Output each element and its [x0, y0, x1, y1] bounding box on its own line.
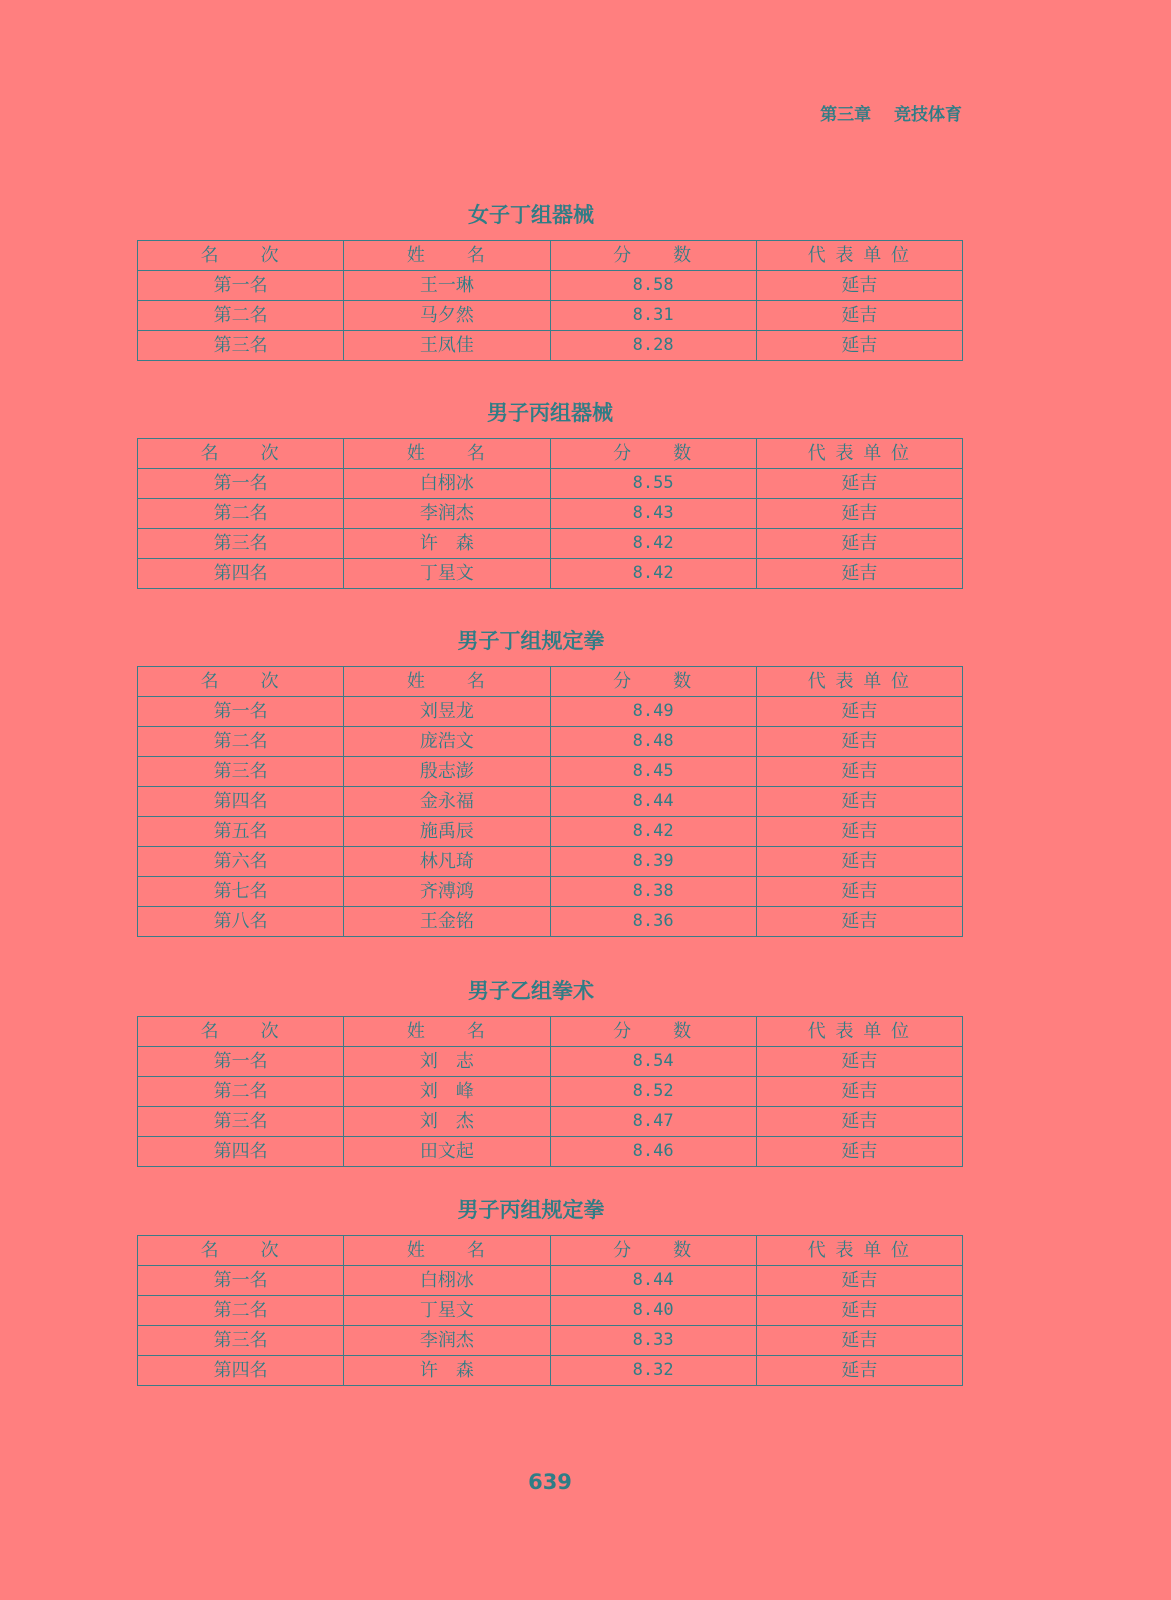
- score-cell: 8.43: [550, 499, 756, 529]
- table-header-row: [138, 667, 963, 697]
- running-head: [820, 100, 962, 125]
- chapter-section-label: 竞技体育: [894, 105, 962, 125]
- column-header: 分 数: [550, 667, 756, 697]
- score-cell: 8.38: [550, 877, 756, 907]
- athlete-name-cell: 林凡琦: [344, 847, 550, 877]
- unit-cell: 延吉: [756, 271, 962, 301]
- column-header: 名 次: [138, 1017, 344, 1047]
- score-cell: 8.31: [550, 301, 756, 331]
- table-header-row: [138, 241, 963, 271]
- unit-cell: 延吉: [756, 301, 962, 331]
- table-row: [138, 469, 963, 499]
- column-header: 名 次: [138, 241, 344, 271]
- column-header: 姓 名: [344, 1017, 550, 1047]
- athlete-name-cell: 王凤佳: [344, 331, 550, 361]
- score-cell: 8.48: [550, 727, 756, 757]
- athlete-name-cell: 金永福: [344, 787, 550, 817]
- rank-cell: 第三名: [138, 1107, 344, 1137]
- table-row: [138, 727, 963, 757]
- athlete-name-cell: 刘昱龙: [344, 697, 550, 727]
- athlete-name-cell: 刘 杰: [344, 1107, 550, 1137]
- athlete-name-cell: 马夕然: [344, 301, 550, 331]
- results-table: [137, 240, 963, 361]
- rank-cell: 第二名: [138, 301, 344, 331]
- table-header-row: [138, 1236, 963, 1266]
- rank-cell: 第三名: [138, 1326, 344, 1356]
- column-header: 代 表 单 位: [756, 1017, 962, 1047]
- rank-cell: 第五名: [138, 817, 344, 847]
- unit-cell: 延吉: [756, 697, 962, 727]
- column-header: 名 次: [138, 1236, 344, 1266]
- results-table: [137, 666, 963, 937]
- unit-cell: 延吉: [756, 817, 962, 847]
- column-header: 分 数: [550, 241, 756, 271]
- column-header: 代 表 单 位: [756, 439, 962, 469]
- column-header: 分 数: [550, 439, 756, 469]
- result-section: [137, 1195, 963, 1386]
- athlete-name-cell: 许 森: [344, 529, 550, 559]
- section-title: 男子丁组规定拳: [457, 629, 605, 653]
- rank-cell: 第一名: [138, 1266, 344, 1296]
- results-table: [137, 1235, 963, 1386]
- result-section: [137, 398, 963, 589]
- athlete-name-cell: 王金铭: [344, 907, 550, 937]
- table-row: [138, 301, 963, 331]
- score-cell: 8.40: [550, 1296, 756, 1326]
- rank-cell: 第三名: [138, 529, 344, 559]
- athlete-name-cell: 刘 峰: [344, 1077, 550, 1107]
- column-header: 姓 名: [344, 667, 550, 697]
- score-cell: 8.44: [550, 787, 756, 817]
- table-row: [138, 1356, 963, 1386]
- unit-cell: 延吉: [756, 757, 962, 787]
- column-header: 姓 名: [344, 439, 550, 469]
- rank-cell: 第二名: [138, 1077, 344, 1107]
- rank-cell: 第七名: [138, 877, 344, 907]
- score-cell: 8.28: [550, 331, 756, 361]
- table-row: [138, 697, 963, 727]
- athlete-name-cell: 丁星文: [344, 1296, 550, 1326]
- unit-cell: 延吉: [756, 787, 962, 817]
- unit-cell: 延吉: [756, 1047, 962, 1077]
- unit-cell: 延吉: [756, 1356, 962, 1386]
- table-row: [138, 1326, 963, 1356]
- table-row: [138, 331, 963, 361]
- rank-cell: 第一名: [138, 697, 344, 727]
- results-table: [137, 438, 963, 589]
- unit-cell: 延吉: [756, 1326, 962, 1356]
- unit-cell: 延吉: [756, 877, 962, 907]
- rank-cell: 第二名: [138, 1296, 344, 1326]
- column-header: 分 数: [550, 1236, 756, 1266]
- rank-cell: 第三名: [138, 757, 344, 787]
- table-row: [138, 847, 963, 877]
- athlete-name-cell: 白栩冰: [344, 469, 550, 499]
- score-cell: 8.52: [550, 1077, 756, 1107]
- athlete-name-cell: 李润杰: [344, 1326, 550, 1356]
- chapter-label: 第三章: [820, 105, 872, 125]
- athlete-name-cell: 白栩冰: [344, 1266, 550, 1296]
- athlete-name-cell: 丁星文: [344, 559, 550, 589]
- result-section: [137, 200, 963, 361]
- table-row: [138, 1137, 963, 1167]
- unit-cell: 延吉: [756, 1137, 962, 1167]
- rank-cell: 第四名: [138, 1137, 344, 1167]
- table-row: [138, 787, 963, 817]
- unit-cell: 延吉: [756, 727, 962, 757]
- result-section: [137, 626, 963, 937]
- table-row: [138, 499, 963, 529]
- result-section: [137, 976, 963, 1167]
- table-row: [138, 529, 963, 559]
- section-title: 男子丙组规定拳: [457, 1198, 605, 1222]
- unit-cell: 延吉: [756, 559, 962, 589]
- rank-cell: 第一名: [138, 1047, 344, 1077]
- column-header: 姓 名: [344, 241, 550, 271]
- rank-cell: 第八名: [138, 907, 344, 937]
- table-row: [138, 1296, 963, 1326]
- column-header: 代 表 单 位: [756, 667, 962, 697]
- column-header: 代 表 单 位: [756, 241, 962, 271]
- unit-cell: 延吉: [756, 1107, 962, 1137]
- score-cell: 8.42: [550, 529, 756, 559]
- score-cell: 8.46: [550, 1137, 756, 1167]
- table-row: [138, 1266, 963, 1296]
- unit-cell: 延吉: [756, 499, 962, 529]
- column-header: 分 数: [550, 1017, 756, 1047]
- unit-cell: 延吉: [756, 1266, 962, 1296]
- table-row: [138, 1047, 963, 1077]
- results-table: [137, 1016, 963, 1167]
- athlete-name-cell: 殷志澎: [344, 757, 550, 787]
- score-cell: 8.58: [550, 271, 756, 301]
- table-row: [138, 1107, 963, 1137]
- table-row: [138, 907, 963, 937]
- unit-cell: 延吉: [756, 529, 962, 559]
- column-header: 名 次: [138, 667, 344, 697]
- table-row: [138, 877, 963, 907]
- unit-cell: 延吉: [756, 847, 962, 877]
- athlete-name-cell: 田文起: [344, 1137, 550, 1167]
- unit-cell: 延吉: [756, 1296, 962, 1326]
- score-cell: 8.42: [550, 817, 756, 847]
- unit-cell: 延吉: [756, 331, 962, 361]
- rank-cell: 第四名: [138, 559, 344, 589]
- score-cell: 8.54: [550, 1047, 756, 1077]
- section-title: 男子丙组器械: [487, 401, 613, 425]
- score-cell: 8.47: [550, 1107, 756, 1137]
- unit-cell: 延吉: [756, 907, 962, 937]
- athlete-name-cell: 许 森: [344, 1356, 550, 1386]
- rank-cell: 第二名: [138, 499, 344, 529]
- unit-cell: 延吉: [756, 469, 962, 499]
- athlete-name-cell: 齐溥鸿: [344, 877, 550, 907]
- rank-cell: 第四名: [138, 1356, 344, 1386]
- column-header: 代 表 单 位: [756, 1236, 962, 1266]
- score-cell: 8.55: [550, 469, 756, 499]
- rank-cell: 第六名: [138, 847, 344, 877]
- column-header: 姓 名: [344, 1236, 550, 1266]
- section-title: 男子乙组拳术: [468, 979, 594, 1003]
- athlete-name-cell: 王一琳: [344, 271, 550, 301]
- athlete-name-cell: 李润杰: [344, 499, 550, 529]
- athlete-name-cell: 庞浩文: [344, 727, 550, 757]
- table-row: [138, 559, 963, 589]
- athlete-name-cell: 刘 志: [344, 1047, 550, 1077]
- score-cell: 8.39: [550, 847, 756, 877]
- score-cell: 8.49: [550, 697, 756, 727]
- athlete-name-cell: 施禹辰: [344, 817, 550, 847]
- rank-cell: 第三名: [138, 331, 344, 361]
- table-header-row: [138, 1017, 963, 1047]
- rank-cell: 第四名: [138, 787, 344, 817]
- unit-cell: 延吉: [756, 1077, 962, 1107]
- table-row: [138, 271, 963, 301]
- score-cell: 8.36: [550, 907, 756, 937]
- section-title: 女子丁组器械: [468, 203, 594, 227]
- rank-cell: 第二名: [138, 727, 344, 757]
- rank-cell: 第一名: [138, 469, 344, 499]
- score-cell: 8.42: [550, 559, 756, 589]
- score-cell: 8.33: [550, 1326, 756, 1356]
- score-cell: 8.32: [550, 1356, 756, 1386]
- table-row: [138, 757, 963, 787]
- rank-cell: 第一名: [138, 271, 344, 301]
- table-row: [138, 1077, 963, 1107]
- score-cell: 8.45: [550, 757, 756, 787]
- table-row: [138, 817, 963, 847]
- table-header-row: [138, 439, 963, 469]
- score-cell: 8.44: [550, 1266, 756, 1296]
- page-number: 639: [528, 1470, 572, 1494]
- column-header: 名 次: [138, 439, 344, 469]
